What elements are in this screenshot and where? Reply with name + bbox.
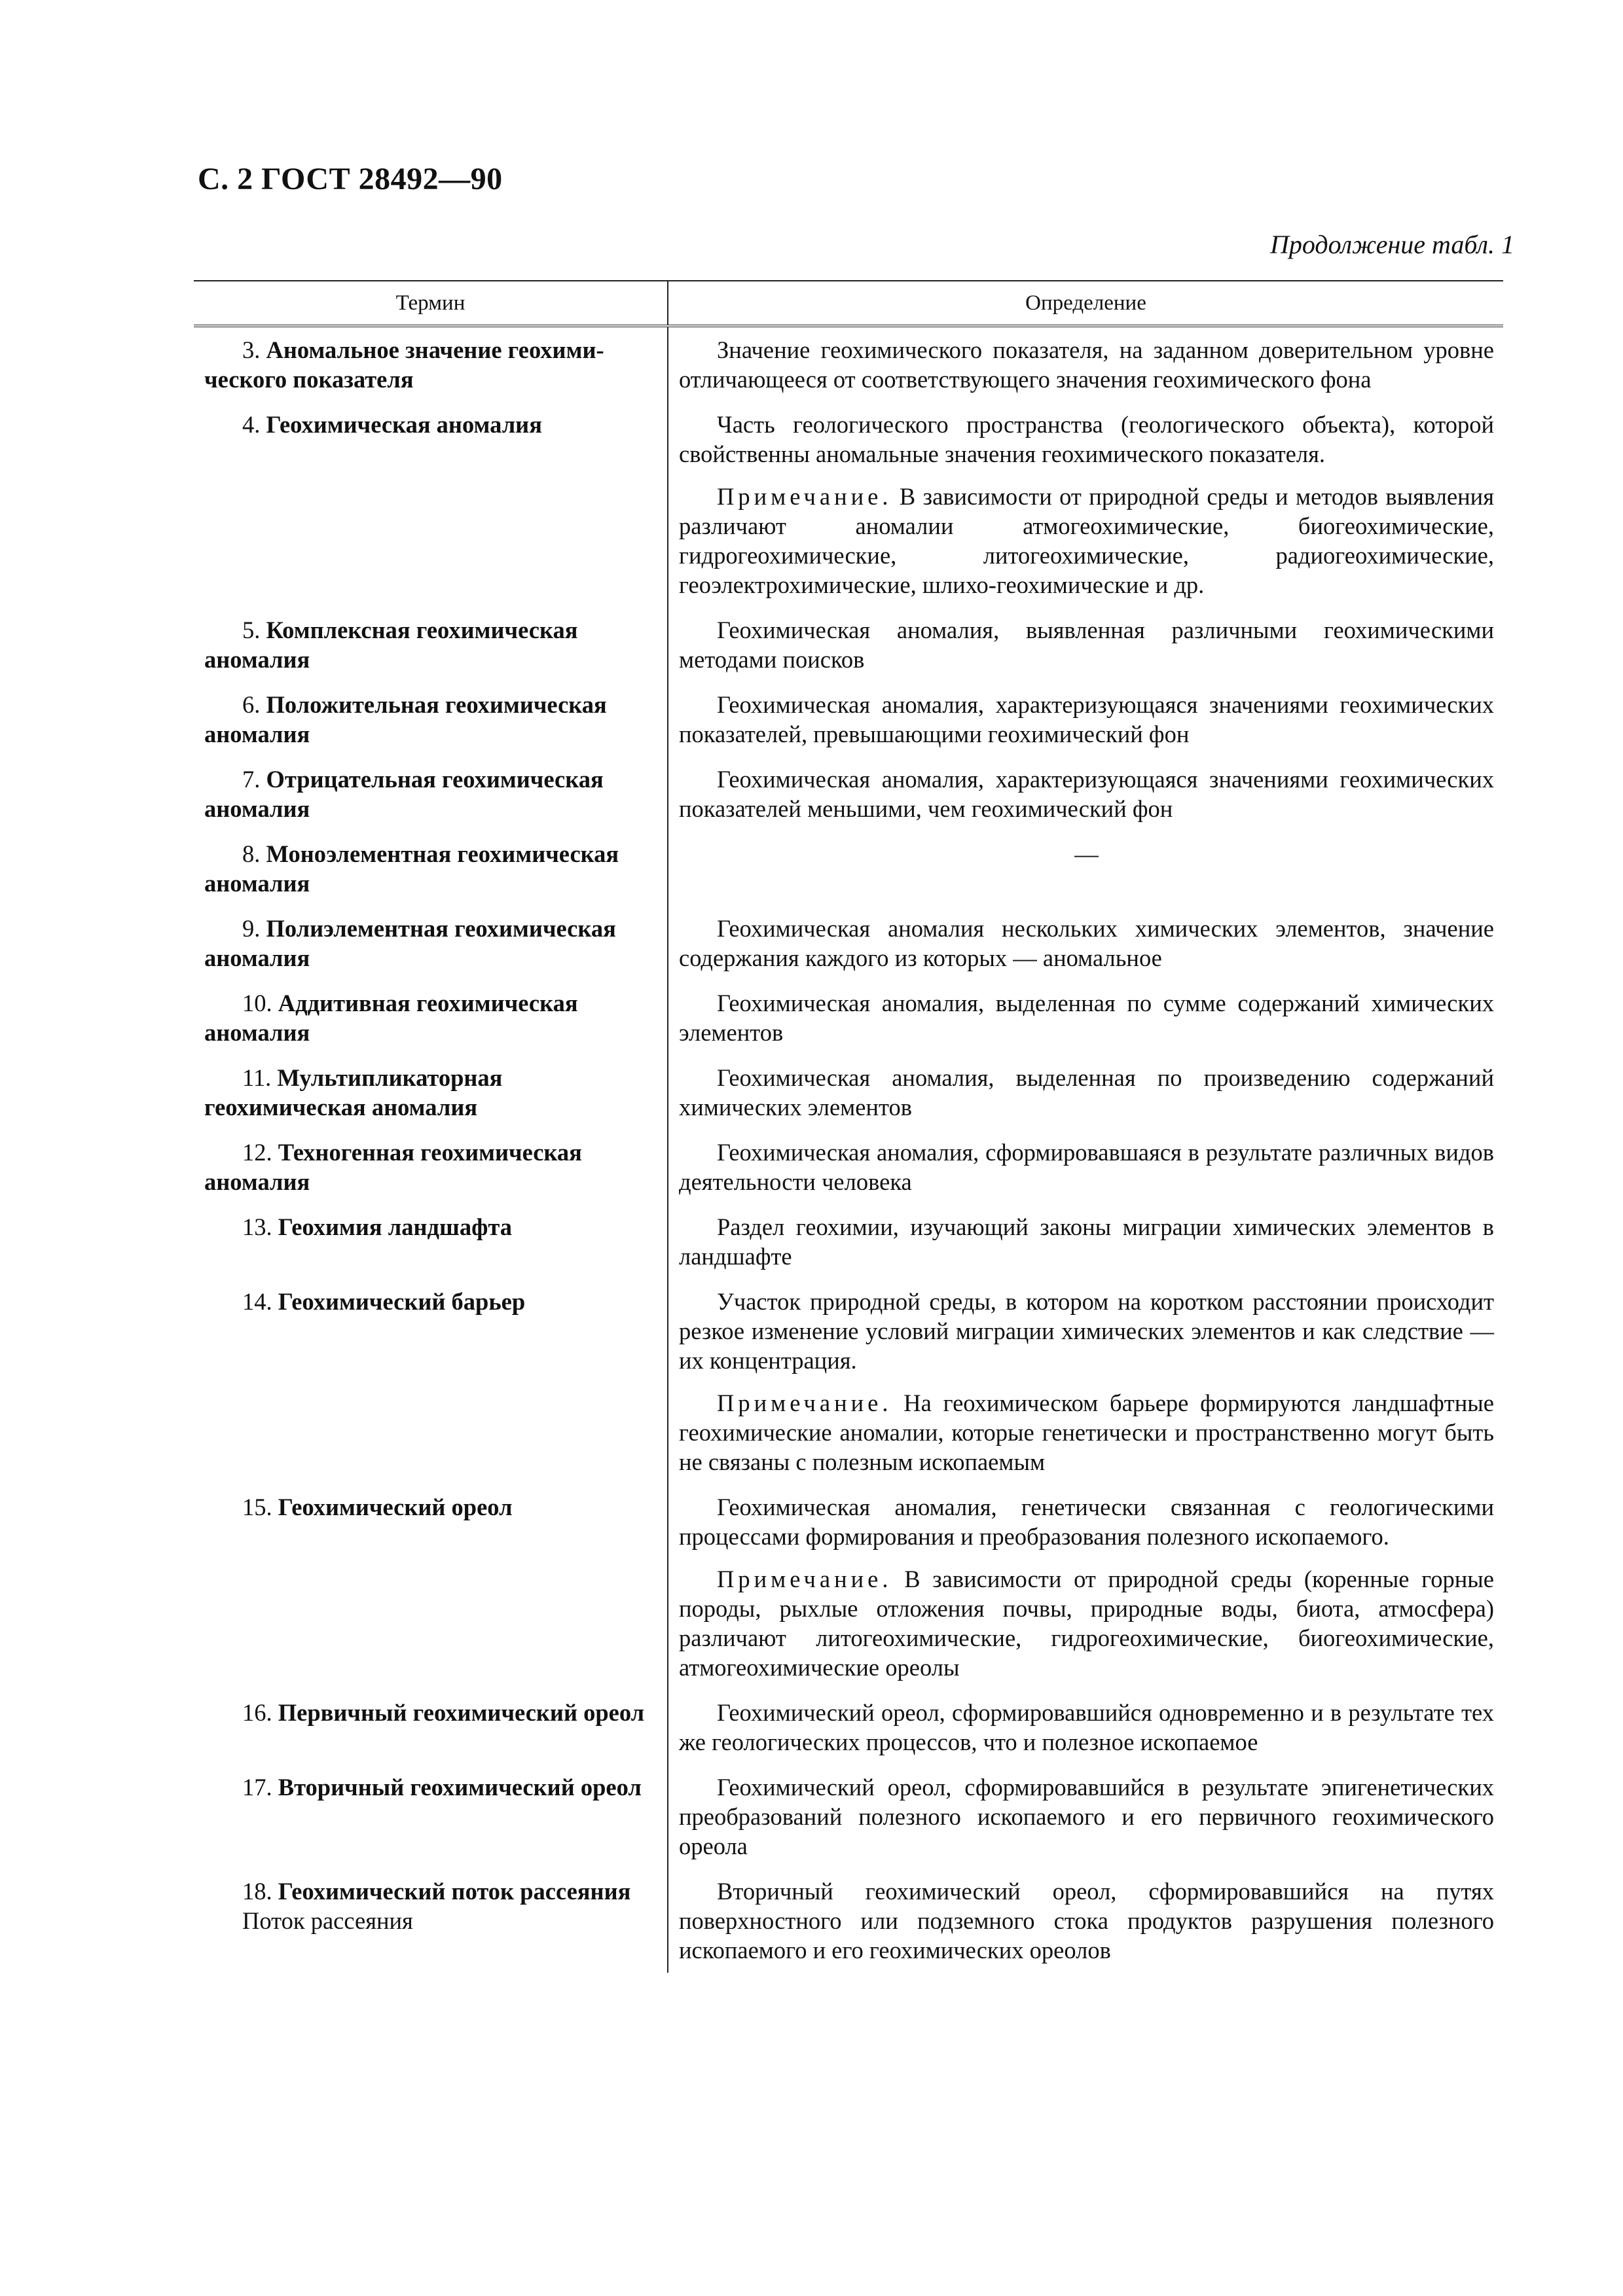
term-name: Положительная геохимическая аномалия <box>204 691 607 747</box>
term-name: Геохимический барьер <box>278 1288 526 1315</box>
term-name: Первичный геохимический ореол <box>278 1699 645 1726</box>
term-number: 16. <box>242 1699 272 1726</box>
definition-text: Значение геохимического показателя, на заданном доверительном уровне отличающееся от соответствующего значения геохимического фона <box>679 336 1494 393</box>
table-row <box>194 1204 1503 1279</box>
table-row <box>194 682 1503 757</box>
definition-text: Геохимическая аномалия, выделенная по произведению содержаний химических элементов <box>679 1064 1494 1121</box>
definition-cell <box>668 1690 1503 1765</box>
term-name: Геохимический ореол <box>278 1494 513 1520</box>
term-name: Аномальное значение геохимического показателя <box>204 336 604 393</box>
note-label: Примечание. <box>717 1566 892 1592</box>
definition-dash: — <box>1074 840 1099 867</box>
table-row <box>194 906 1503 980</box>
table-row <box>194 980 1503 1055</box>
term-number: 8. <box>242 840 261 867</box>
term-name: Полиэлементная геохимическая аномалия <box>204 915 616 971</box>
term-number: 6. <box>242 691 261 718</box>
table-row <box>194 1690 1503 1765</box>
page-header: С. 2 ГОСТ 28492—90 <box>198 162 503 196</box>
term-name: Геохимический поток рассеяния <box>278 1878 631 1905</box>
term-synonym: Поток рассеяния <box>242 1907 413 1934</box>
definition-cell <box>668 1869 1503 1973</box>
column-header-term: Термин <box>194 281 668 326</box>
table-row <box>194 1869 1503 1973</box>
definition-cell <box>668 1279 1503 1383</box>
term-cell <box>194 1130 668 1204</box>
table-note-row <box>194 1383 1503 1484</box>
definition-cell <box>668 980 1503 1055</box>
note-text: На геохимическом барьере формируются ландшафтные геохимические аномалии, которые генетически и пространственно могут быть не связаны с полезным ископаемым <box>679 1390 1495 1475</box>
term-name: Геохимия ландшафта <box>278 1213 512 1240</box>
term-number: 4. <box>242 411 261 438</box>
term-cell <box>194 1765 668 1869</box>
definition-cell <box>668 1765 1503 1869</box>
term-cell <box>194 682 668 757</box>
term-cell <box>194 1204 668 1279</box>
terms-table-container <box>194 280 1503 1973</box>
term-number: 5. <box>242 617 261 643</box>
term-name: Геохимическая аномалия <box>266 411 542 438</box>
term-cell <box>194 402 668 476</box>
term-name: Мультипликаторная геохимическая аномалия <box>204 1064 503 1121</box>
term-cell <box>194 607 668 682</box>
table-row <box>194 326 1503 402</box>
table-note-row <box>194 1559 1503 1690</box>
term-number: 9. <box>242 915 261 942</box>
definition-cell <box>668 831 1503 906</box>
definition-cell <box>668 1204 1503 1279</box>
term-number: 18. <box>242 1878 272 1905</box>
term-number: 14. <box>242 1288 272 1315</box>
definition-text: Геохимический ореол, сформировавшийся в результате эпигенетических преобразований полезного ископаемого и его первичного геохимического ореола <box>679 1774 1494 1859</box>
column-header-definition: Определение <box>668 281 1503 326</box>
term-cell <box>194 326 668 402</box>
term-name: Аддитивная геохимическая аномалия <box>204 990 578 1046</box>
term-number: 7. <box>242 766 261 793</box>
definition-cell <box>668 906 1503 980</box>
definition-text: Раздел геохимии, изучающий законы миграции химических элементов в ландшафте <box>679 1213 1494 1270</box>
term-number: 13. <box>242 1213 272 1240</box>
definition-text: Геохимическая аномалия, выделенная по сумме содержаний химических элементов <box>679 990 1494 1046</box>
definition-text: Геохимическая аномалия, сформировавшаяся в результате различных видов деятельности человека <box>679 1139 1494 1195</box>
definition-text: Геохимическая аномалия, характеризующаяся значениями геохимических показателей меньшими, чем геохимический фон <box>679 766 1494 822</box>
definition-text: Геохимическая аномалия, генетически связанная с геологическими процессами формирования и преобразования полезного ископаемого. <box>679 1494 1494 1550</box>
definition-text: Часть геологического пространства (геологического объекта), которой свойственны аномальные значения геохимического показателя. <box>679 411 1494 467</box>
term-number: 3. <box>242 336 261 363</box>
definition-cell <box>668 1130 1503 1204</box>
table-header-row <box>194 281 1503 326</box>
note-cell <box>668 1559 1503 1690</box>
term-cell <box>194 831 668 906</box>
term-name: Вторичный геохимический ореол <box>278 1774 642 1801</box>
note-cell <box>668 476 1503 607</box>
table-row <box>194 1055 1503 1130</box>
term-cell <box>194 1484 668 1559</box>
definition-cell <box>668 1055 1503 1130</box>
term-number: 11. <box>242 1064 272 1091</box>
table-row <box>194 607 1503 682</box>
term-name: Техногенная геохимическая аномалия <box>204 1139 582 1195</box>
term-cell <box>194 1055 668 1130</box>
term-name: Комплексная геохимическая аномалия <box>204 617 578 673</box>
term-name: Моноэлементная геохимическая аномалия <box>204 840 619 897</box>
table-row <box>194 757 1503 831</box>
definition-text: Геохимическая аномалия нескольких химических элементов, значение содержания каждого из которых — аномальное <box>679 915 1494 971</box>
table-row <box>194 402 1503 476</box>
term-number: 17. <box>242 1774 272 1801</box>
definition-cell <box>668 402 1503 476</box>
note-label: Примечание. <box>717 483 892 510</box>
term-number: 10. <box>242 990 272 1016</box>
definition-cell <box>668 326 1503 402</box>
note-text: В зависимости от природной среды и методов выявления различают аномалии атмогеохимические, биогеохимические, гидрогеохимические, литогеохимические, радиогеохимические, геоэлектрохимические, шлихо-геохимические и др. <box>679 483 1494 598</box>
definition-text: Геохимическая аномалия, характеризующаяся значениями геохимических показателей, превышающими геохимический фон <box>679 691 1494 747</box>
definition-cell <box>668 607 1503 682</box>
definition-text: Вторичный геохимический ореол, сформировавшийся на путях поверхностного или подземного стока продуктов разрушения полезного ископаемого и его геохимических ореолов <box>679 1878 1494 1964</box>
definition-text: Участок природной среды, в котором на коротком расстоянии происходит резкое изменение условий миграции химических элементов и как следствие — их концентрация. <box>679 1288 1494 1374</box>
definition-cell <box>668 682 1503 757</box>
definition-cell <box>668 757 1503 831</box>
term-name: Отрицательная геохимическая аномалия <box>204 766 604 822</box>
definition-text: Геохимическая аномалия, выявленная различными геохимическими методами поисков <box>679 617 1494 673</box>
note-cell <box>668 1383 1503 1484</box>
term-cell <box>194 1279 668 1383</box>
note-text: В зависимости от природной среды (коренные горные породы, рыхлые отложения почвы, природные воды, биота, атмосфера) различают литогеохимические, гидрогеохимические, биогеохимические, атмогеохимические ореолы <box>679 1566 1494 1681</box>
term-cell <box>194 1869 668 1973</box>
table-row <box>194 1765 1503 1869</box>
term-number: 15. <box>242 1494 272 1520</box>
note-label: Примечание. <box>717 1390 892 1416</box>
table-note-row <box>194 476 1503 607</box>
term-cell <box>194 1690 668 1765</box>
table-continuation-label: Продолжение табл. 1 <box>1269 230 1514 259</box>
term-cell <box>194 980 668 1055</box>
terms-table <box>194 280 1503 1973</box>
table-row <box>194 1484 1503 1559</box>
table-row <box>194 831 1503 906</box>
definition-cell <box>668 1484 1503 1559</box>
table-row <box>194 1279 1503 1383</box>
definition-text: Геохимический ореол, сформировавшийся одновременно и в результате тех же геологических процессов, что и полезное ископаемое <box>679 1699 1494 1755</box>
term-cell <box>194 757 668 831</box>
term-number: 12. <box>242 1139 272 1166</box>
table-row <box>194 1130 1503 1204</box>
term-cell <box>194 906 668 980</box>
